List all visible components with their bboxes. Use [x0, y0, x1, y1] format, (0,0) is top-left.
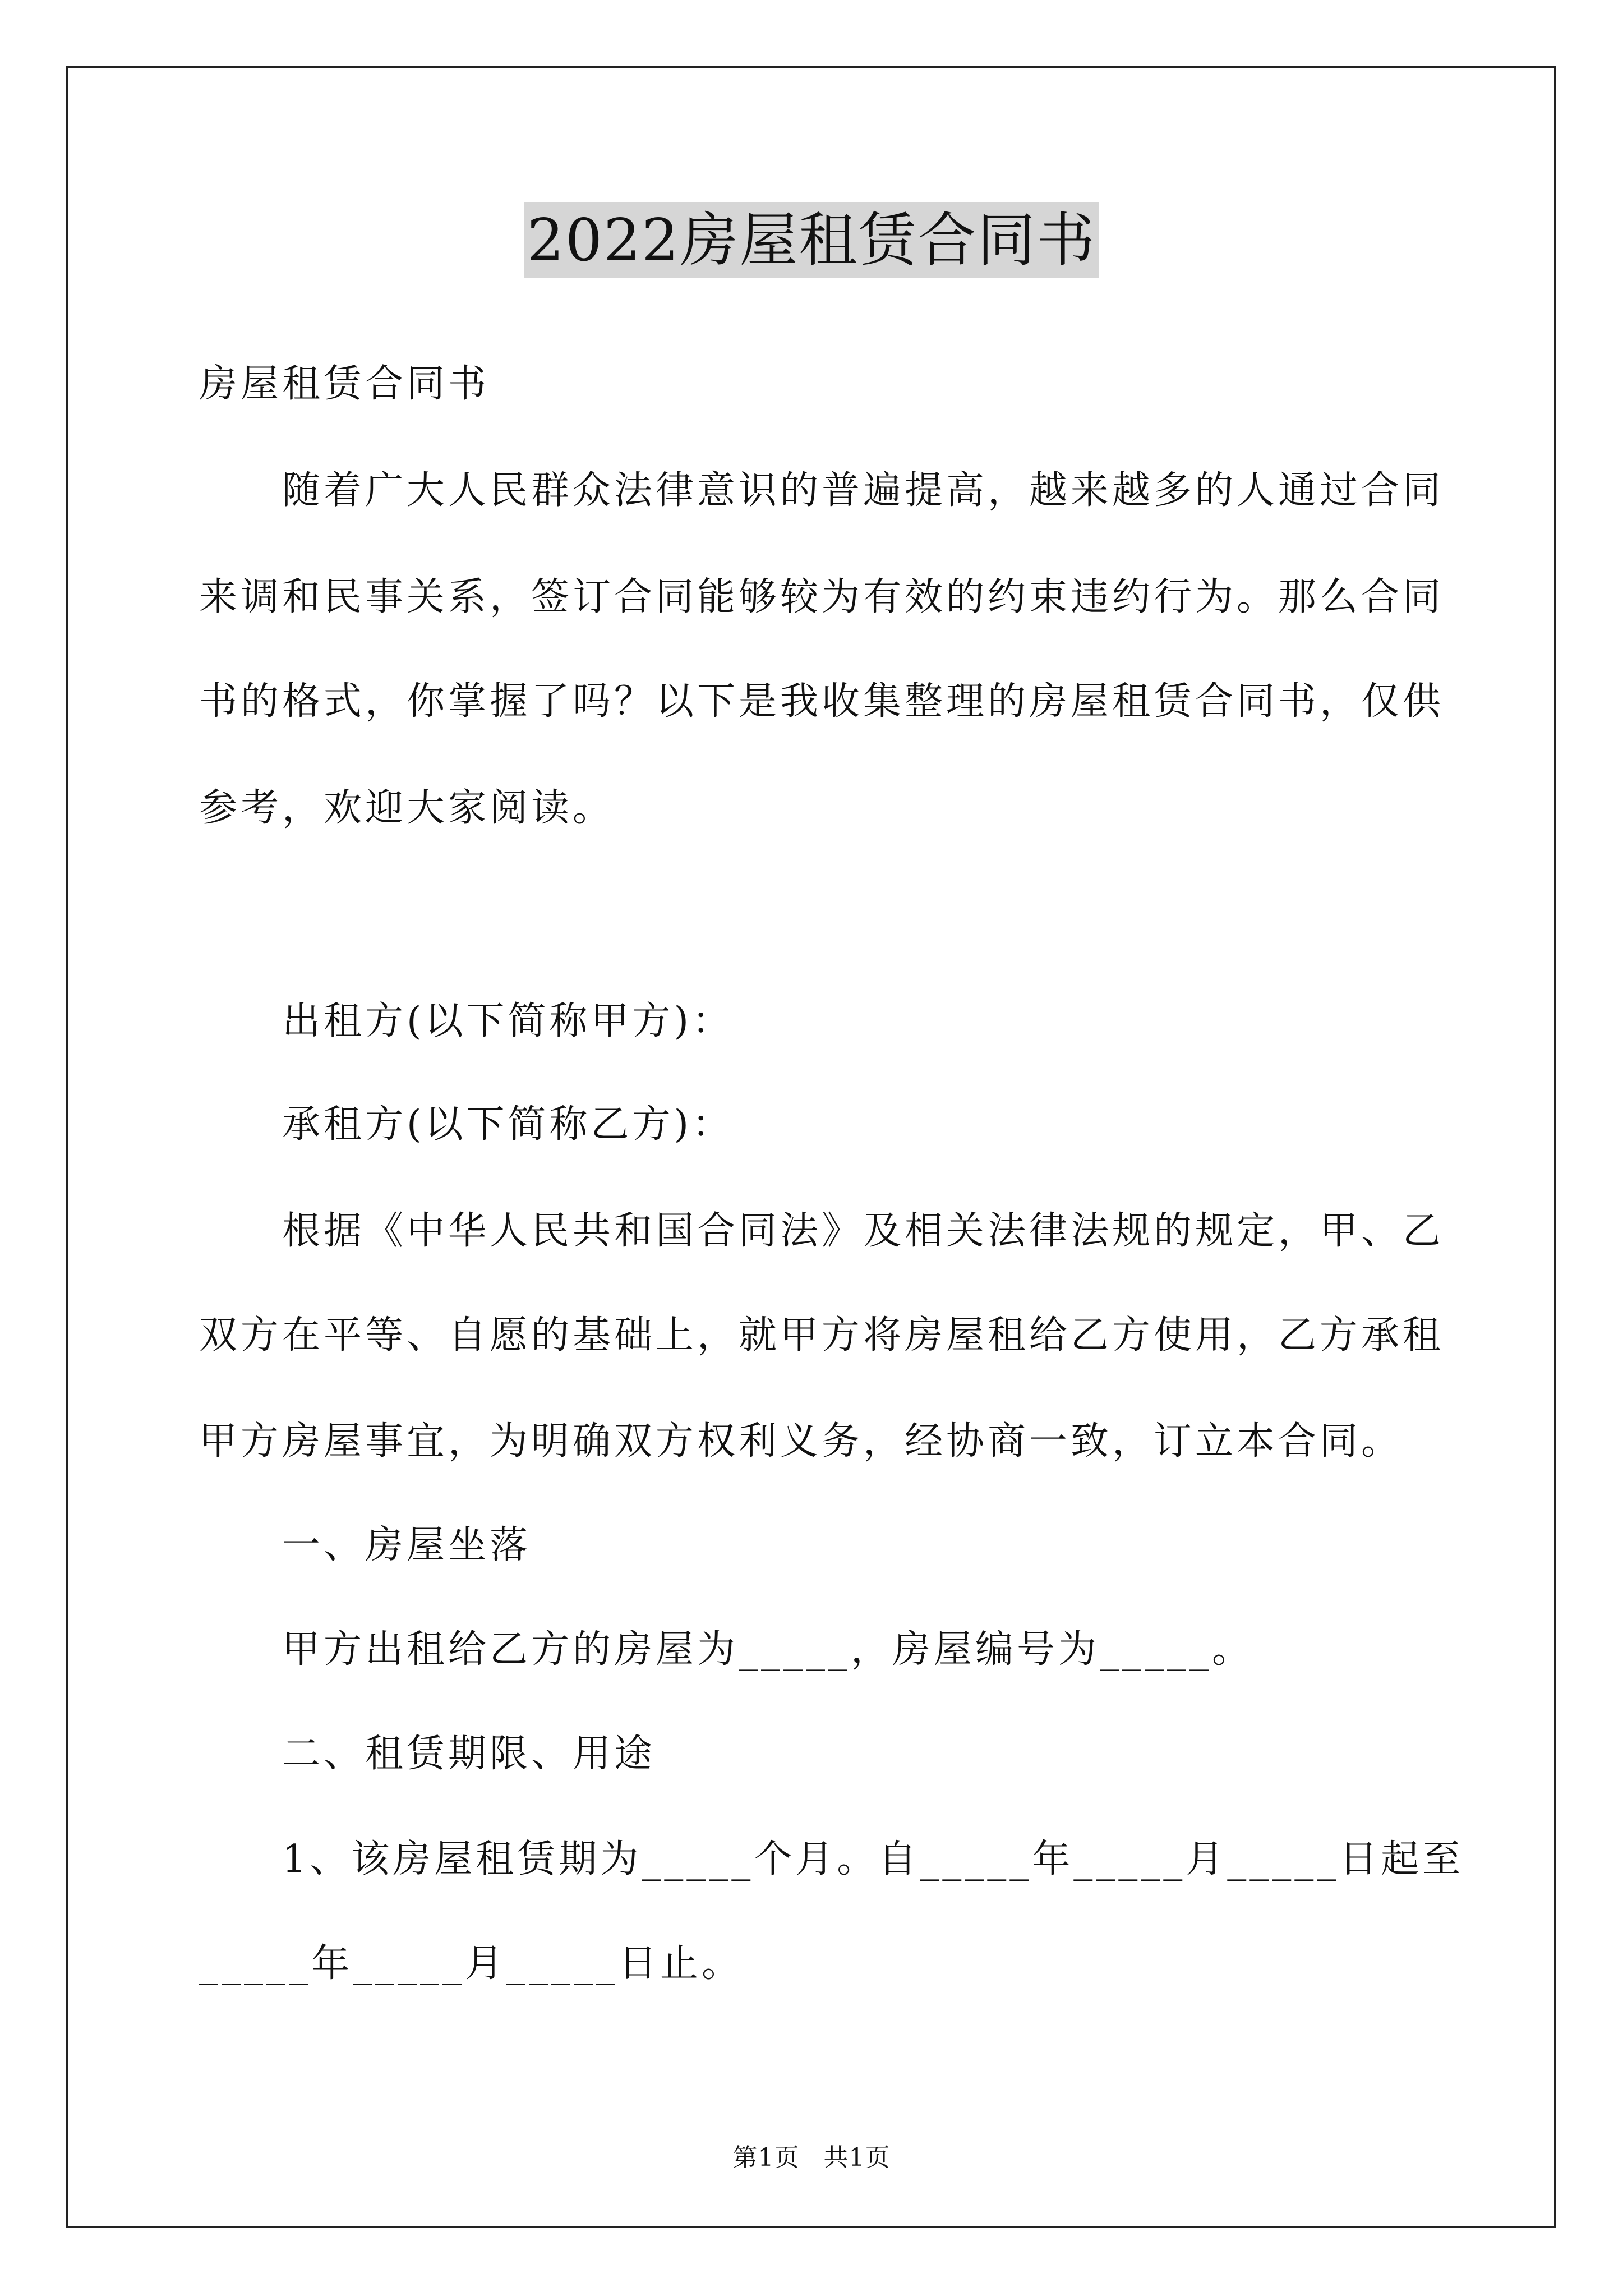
- lessee-line: 承租方(以下简称乙方)：: [282, 1102, 734, 1147]
- paragraph-line: 1、该房屋租赁期为_____个月。自_____年_____月_____日起至: [282, 1837, 1464, 1881]
- paragraph-line: 甲方出租给乙方的房屋为_____，房屋编号为_____。: [282, 1627, 1254, 1672]
- section-heading: 二、租赁期限、用途: [282, 1732, 656, 1776]
- document-subtitle: 房屋租赁合同书: [199, 362, 490, 406]
- title-container: [0, 202, 1623, 278]
- document-title: 2022房屋租赁合同书: [524, 202, 1100, 278]
- paragraph-line: _____年_____月_____日止。: [199, 1941, 744, 1986]
- page-number-total: 共1页: [823, 2143, 891, 2172]
- section-heading: 一、房屋坐落: [282, 1523, 532, 1567]
- paragraph-line: 根据《中华人民共和国合同法》及相关法律法规的规定，甲、乙: [282, 1209, 1445, 1253]
- paragraph-line: 书的格式，你掌握了吗？以下是我收集整理的房屋租赁合同书，仅供: [199, 679, 1445, 724]
- page-footer: [0, 2137, 1623, 2173]
- paragraph-line: 参考，欢迎大家阅读。: [199, 786, 615, 830]
- paragraph-line: 双方在平等、自愿的基础上，就甲方将房屋租给乙方使用，乙方承租: [199, 1313, 1445, 1358]
- paragraph-line: 随着广大人民群众法律意识的普遍提高，越来越多的人通过合同: [282, 468, 1445, 513]
- page-number-current: 第1页: [732, 2143, 800, 2172]
- paragraph-line: 甲方房屋事宜，为明确双方权利义务，经协商一致，订立本合同。: [199, 1419, 1403, 1464]
- lessor-line: 出租方(以下简称甲方)：: [282, 999, 734, 1043]
- paragraph-line: 来调和民事关系，签订合同能够较为有效的约束违约行为。那么合同: [199, 575, 1445, 619]
